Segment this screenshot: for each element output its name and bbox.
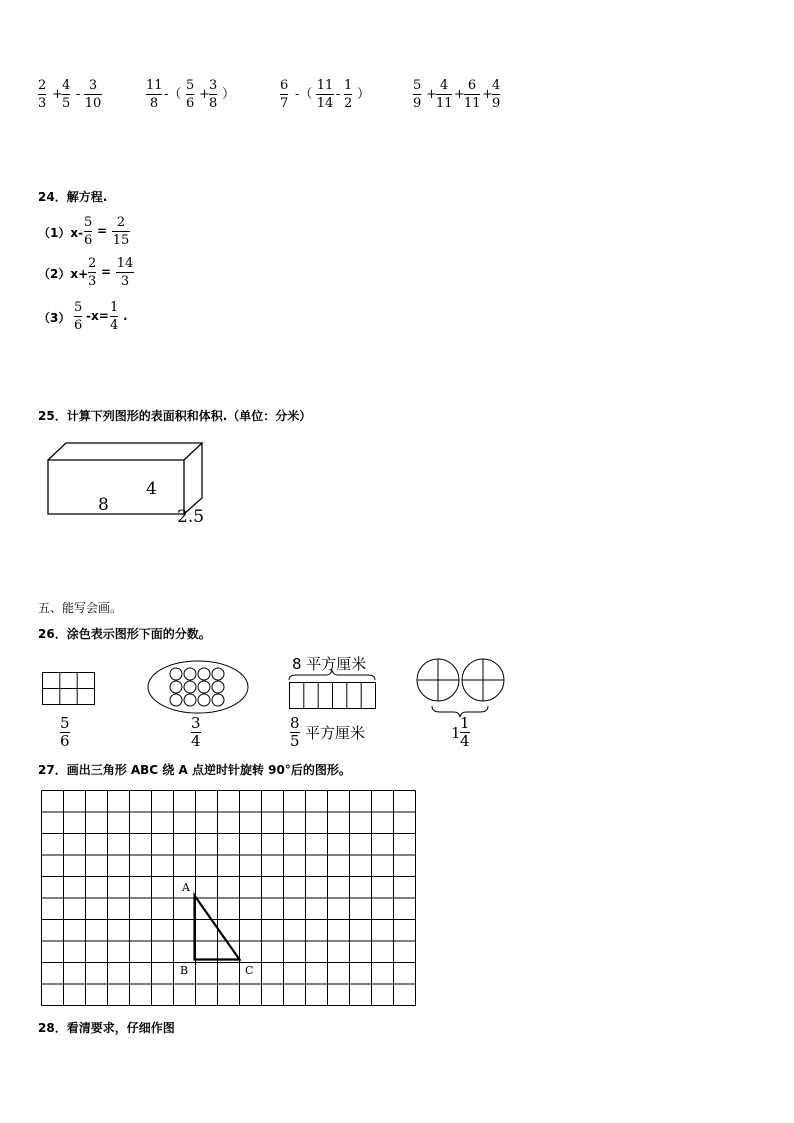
fraction: 4 5 xyxy=(62,78,71,111)
fraction: 1 4 xyxy=(110,300,119,333)
fraction: 5 6 xyxy=(84,215,93,248)
fraction-3-4: 3 4 xyxy=(191,714,201,750)
fraction: 5 9 xyxy=(413,78,422,111)
operator: + xyxy=(52,87,63,102)
fraction: 11 14 xyxy=(316,78,334,111)
fraction: 2 3 xyxy=(38,78,47,111)
operator: - xyxy=(76,87,81,102)
equation-label: （3） xyxy=(38,311,71,325)
equals-sign: = xyxy=(97,224,108,238)
area-unit-label: 平方厘米 xyxy=(305,724,366,742)
fraction: 2 15 xyxy=(112,215,130,248)
bar-segments-figure xyxy=(286,670,378,712)
fraction: 5 6 xyxy=(186,78,195,111)
fraction: 1 2 xyxy=(344,78,353,111)
fraction-5-6: 5 6 xyxy=(60,714,70,750)
question-26-title: 26．涂色表示图形下面的分数。 xyxy=(38,627,211,641)
operator: + xyxy=(199,87,210,102)
operator: ） xyxy=(357,87,371,102)
fraction: 4 9 xyxy=(492,78,501,111)
rotation-grid xyxy=(40,789,420,1007)
equation-label: （1）x- xyxy=(38,226,84,240)
vertex-a-label: A xyxy=(182,881,190,894)
ellipse-circles-figure xyxy=(146,659,250,715)
fraction: 6 7 xyxy=(280,78,289,111)
operator: ） xyxy=(222,87,236,102)
fraction: 2 3 xyxy=(88,256,97,289)
equals-sign: = xyxy=(101,265,112,279)
cuboid-width-label: 2.5 xyxy=(177,507,205,527)
fraction: 14 3 xyxy=(116,256,134,289)
operator: + xyxy=(426,87,437,102)
equation-middle: -x= xyxy=(86,309,109,323)
vertex-c-label: C xyxy=(245,964,254,977)
equation-label: （2）x+ xyxy=(38,267,89,281)
fraction-1-4: 1 4 xyxy=(460,714,470,750)
cuboid-figure xyxy=(40,438,220,528)
rectangle-grid-figure xyxy=(42,672,96,706)
fraction: 4 11 xyxy=(436,78,453,111)
section-5-title: 五、能写会画。 xyxy=(38,601,123,615)
fraction-8-5: 8 5 xyxy=(290,714,300,750)
question-28-title: 28．看清要求，仔细作图 xyxy=(38,1021,175,1035)
question-27-title: 27．画出三角形 ABC 绕 A 点逆时针旋转 90°后的图形。 xyxy=(38,763,351,777)
operator: -（ xyxy=(164,87,182,102)
cuboid-height-label: 4 xyxy=(146,479,157,499)
vertex-b-label: B xyxy=(180,964,189,977)
fraction: 11 8 xyxy=(146,78,163,111)
question-24-title: 24．解方程. xyxy=(38,190,108,204)
quartered-circles-figure xyxy=(414,656,508,718)
mixed-number-whole: 1 xyxy=(451,724,461,742)
question-25-title: 25．计算下列图形的表面积和体积.（单位：分米） xyxy=(38,409,312,423)
cuboid-length-label: 8 xyxy=(98,495,109,515)
fraction: 3 8 xyxy=(209,78,218,111)
area-label-top: 8 平方厘米 xyxy=(292,655,367,673)
operator: + xyxy=(454,87,465,102)
operator: -（ xyxy=(295,87,313,102)
operator: + xyxy=(482,87,493,102)
fraction: 6 11 xyxy=(464,78,481,111)
operator: - xyxy=(336,87,341,102)
fraction: 3 10 xyxy=(84,78,102,111)
fraction: 5 6 xyxy=(74,300,83,333)
period: . xyxy=(123,309,128,323)
